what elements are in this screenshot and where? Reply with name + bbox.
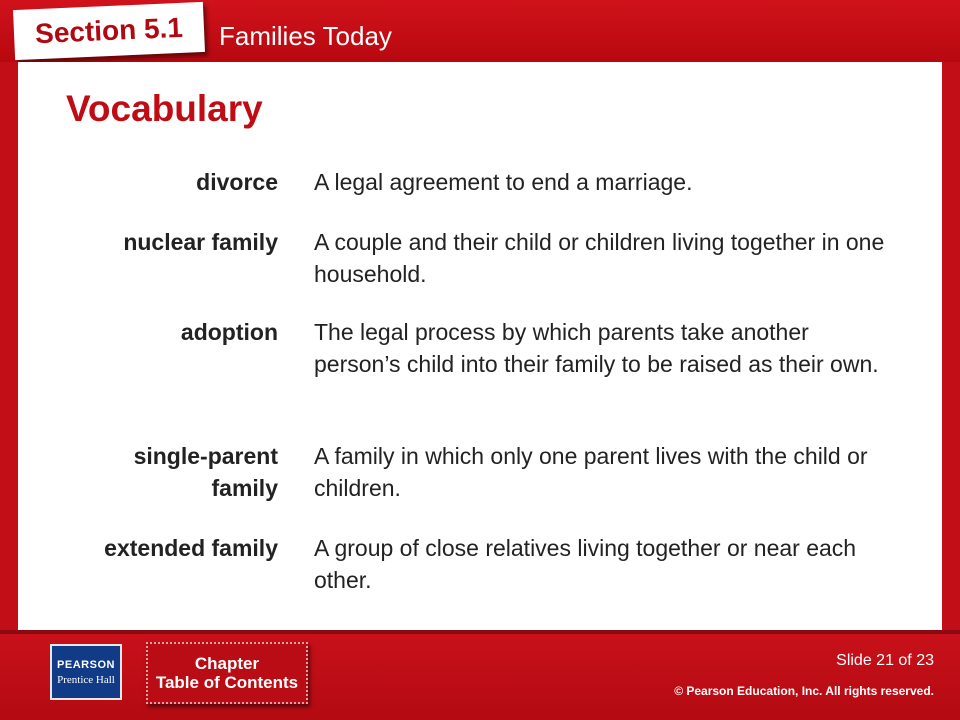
logo-text-pearson: PEARSON	[57, 658, 115, 671]
logo-text-prentice-hall: Prentice Hall	[57, 673, 115, 686]
right-border	[942, 62, 960, 630]
vocab-definition: A couple and their child or children living together in one household.	[314, 229, 885, 287]
toc-label-line1: Chapter	[194, 654, 260, 673]
footer-band	[0, 630, 960, 720]
vocab-definition: A group of close relatives living together or near each other.	[314, 535, 857, 593]
footer-divider	[0, 630, 960, 634]
vocab-term: nuclear family	[123, 229, 278, 255]
pearson-logo	[50, 644, 122, 700]
vocab-term: divorce	[196, 169, 278, 195]
copyright-notice: © Pearson Education, Inc. All rights reserved.	[674, 684, 934, 698]
vocab-term: single-parent family	[133, 443, 278, 501]
section-tab	[13, 2, 205, 60]
vocab-definition: The legal process by which parents take another person’s child into their family to be raised as their own.	[314, 319, 879, 377]
left-border	[0, 62, 18, 630]
vocab-definition: A family in which only one parent lives with the child or children.	[314, 443, 868, 501]
vocab-term: extended family	[104, 535, 278, 561]
section-label: Section 5.1	[34, 11, 184, 50]
vocab-definition: A legal agreement to end a marriage.	[314, 169, 693, 195]
chapter-toc-button[interactable]	[146, 642, 308, 704]
toc-label-line2: Table of Contents	[155, 673, 299, 692]
section-title: Families Today	[219, 21, 392, 51]
vocab-term: adoption	[180, 319, 278, 345]
page-title: Vocabulary	[66, 88, 263, 129]
slide-counter: Slide 21 of 23	[836, 652, 934, 669]
